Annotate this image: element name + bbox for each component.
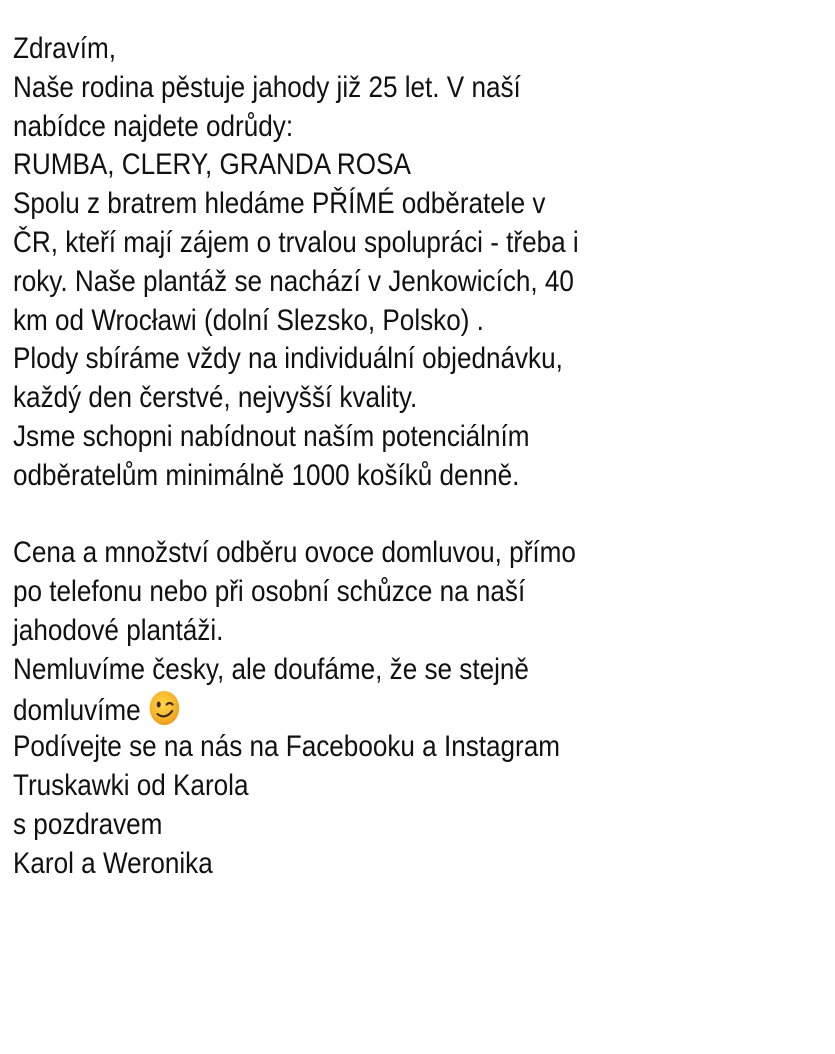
emoji-line-text: domluvíme — [13, 693, 141, 727]
message-line: Nemluvíme česky, ale doufáme, že se stejně — [13, 652, 529, 686]
winking-face-icon — [148, 690, 181, 726]
message-line: Plody sbíráme vždy na individuální objednávku, — [13, 342, 563, 376]
emoji-line — [13, 690, 835, 729]
message-line: po telefonu nebo při osobní schůzce na naší — [13, 575, 526, 609]
message-line: roky. Naše plantáž se nachází v Jenkowicích, 40 — [13, 264, 574, 298]
message-line: Cena a množství odběru ovoce domluvou, přímo — [13, 536, 576, 570]
message-line: jahodové plantáži. — [13, 613, 224, 647]
message-line: Jsme schopni nabídnout naším potenciálním — [13, 419, 530, 453]
message-line: km od Wrocławi (dolní Slezsko, Polsko) . — [13, 303, 484, 337]
greeting: Zdravím, — [13, 32, 116, 65]
message-line: odběratelům minimálně 1000 košíků denně. — [13, 458, 520, 492]
message-line: Spolu z bratrem hledáme PŘÍMÉ odběratele v — [13, 187, 546, 221]
message-line: ČR, kteří mají zájem o trvalou spolupráci - třeba i — [13, 225, 579, 259]
signature-line: Karol a Weronika — [13, 846, 213, 880]
message-line: Naše rodina pěstuje jahody již 25 let. V naší — [13, 70, 521, 104]
varieties-line: RUMBA, CLERY, GRANDA ROSA — [13, 148, 411, 182]
blank-line — [13, 496, 835, 535]
closing-line: s pozdravem — [13, 807, 163, 841]
message-line: nabídce najdete odrůdy: — [13, 109, 294, 143]
message-body — [13, 30, 835, 884]
message-line: Podívejte se na nás na Facebooku a Instagram — [13, 730, 560, 764]
message-line: každý den čerstvé, nejvyšší kvality. — [13, 381, 418, 415]
page-name-line: Truskawki od Karola — [13, 769, 249, 803]
